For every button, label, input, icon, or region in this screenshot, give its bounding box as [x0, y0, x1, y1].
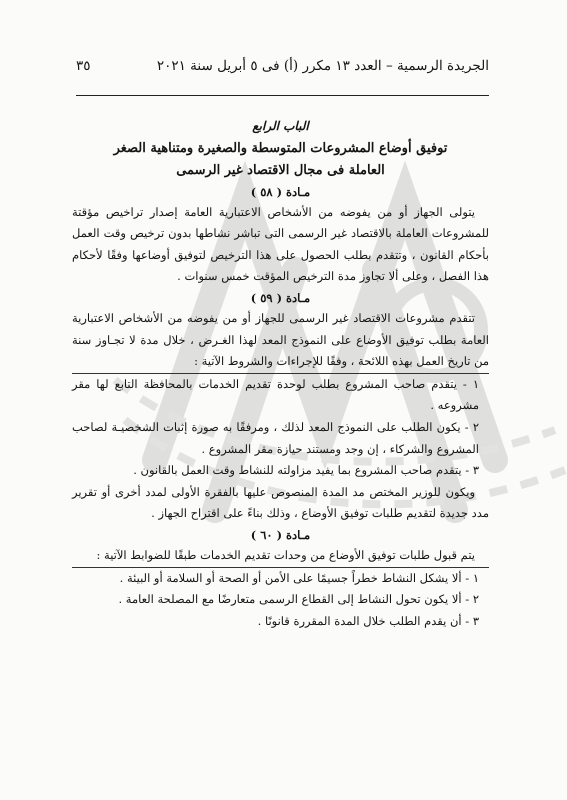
article-59-heading: مـادة ( ٥٩ ) [250, 290, 311, 305]
chapter-title-line-2: العاملة فى مجال الاقتصاد غير الرسمى [176, 162, 385, 178]
article-58-heading: مـادة ( ٥٨ ) [250, 184, 311, 199]
gazette-title: الجريدة الرسمية – العدد ١٣ مكرر (أ) فى ٥ أبريل سنة ٢٠٢١ [156, 58, 489, 74]
article-60-item-1: ١ - ألا يشكل النشاط خطراً جسيمًا على الأمن أو الصحة أو السلامة أو البيئة . [119, 570, 479, 585]
document-body [72, 112, 489, 632]
article-60-intro: يتم قبول طلبات توفيق الأوضاع من وحدات تقديم الخدمات طبقًا للضوابط الآتية : [72, 545, 489, 568]
article-59-closing: ويكون للوزير المختص مد المدة المنصوص عليها بالفقرة الأولى لمدد أخرى أو تقرير مدد جديدة لتقديم طلبات توفيق الأوضاع ، وذلك بناءً على اقتراح الجهاز . [72, 484, 489, 521]
article-58-text: يتولى الجهاز أو من يفوضه من الأشخاص الاعتبارية العامة إصدار تراخيص مؤقتة للمشروعات العاملة بالاقتصاد غير الرسمى التى تباشر نشاطها بدون ترخيص وقت العمل بأحكام القانون ، وتتقدم بطلب الحصول على هذا الترخيص لتوفيق أوضاعها وفقًا لأحكام هذا الفصل ، وعلى ألا تجاوز مدة الترخيص المؤقت خمس سنوات . [72, 204, 489, 284]
article-59-item-3: ٣ - يتقدم صاحب المشروع بما يفيد مزاولته للنشاط وقت العمل بالقانون . [133, 463, 479, 478]
page-header [76, 58, 489, 74]
page-number: ٣٥ [76, 58, 91, 74]
article-59-item-2: ٢ - يكون الطلب على النموذج المعد لذلك ، ومرفقًا به صورة إثبات الشخصيـة لصاحب المشروع والشركاء ، إن وجد ومستند حيازة مقر المشروع . [72, 419, 479, 456]
article-60-item-3: ٣ - أن يقدم الطلب خلال المدة المقررة قانونًا . [257, 613, 479, 628]
article-60-heading: مـادة ( ٦٠ ) [250, 527, 311, 542]
chapter-title-line-1: توفيق أوضاع المشروعات المتوسطة والصغيرة ومتناهية الصغر [113, 140, 448, 156]
article-60-item-2: ٢ - ألا يكون تحول النشاط إلى القطاع الرسمى متعارضًا مع المصلحة العامة . [118, 592, 479, 607]
part-title: الباب الرابع [252, 119, 309, 133]
article-59-intro: تتقدم مشروعات الاقتصاد غير الرسمى للجهاز أو من يفوضه من الأشخاص الاعتبارية العامة بطلب توفيق الأوضاع على النموذج المعد لهذا الغـرض ، خلال مدة لا تجـاوز سنة من تاريخ العمل بهذه اللائحة ، وفقًا للإجراءات والشروط الآتية : [72, 308, 489, 374]
header-rule [76, 95, 489, 96]
article-59-item-1: ١ - يتقدم صاحب المشروع بطلب لوحدة تقديم الخدمات بالمحافظة التابع لها مقر مشروعه . [72, 376, 479, 413]
